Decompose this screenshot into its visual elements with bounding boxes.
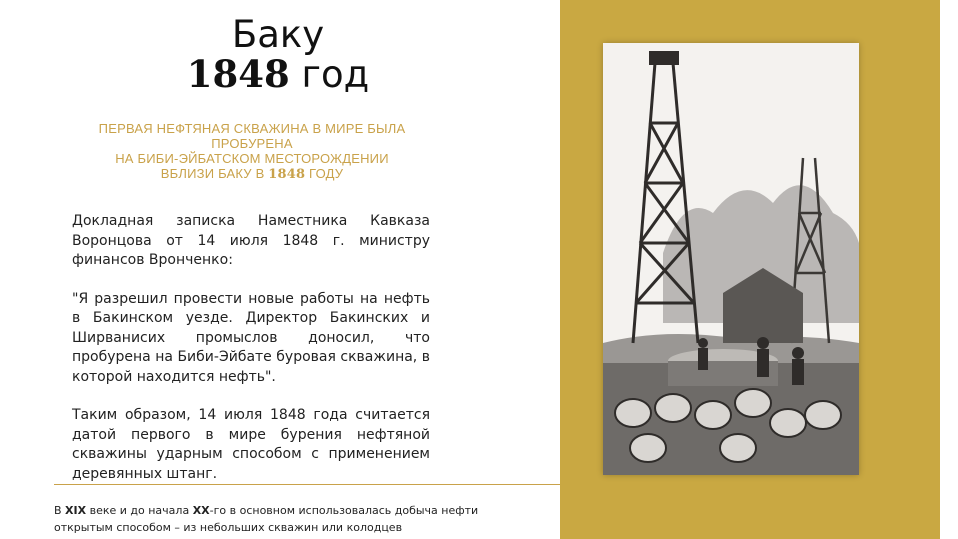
historical-illustration xyxy=(603,43,859,475)
paragraph-report: Докладная записка Наместника Кавказа Воронцова от 14 июля 1848 г. министру финансов Врончeнко: xyxy=(72,213,430,268)
subtitle-line-1: ПЕРВАЯ НЕФТЯНАЯ СКВАЖИНА В МИРЕ БЫЛА ПРОБУРЕНА xyxy=(98,121,406,151)
footer-text-2: веке и до начала xyxy=(86,504,193,517)
subtitle-year: 1848 xyxy=(268,167,306,182)
title-year: 1848 xyxy=(186,51,290,96)
subtitle-line-2: НА БИБИ-ЭЙБАТСКОМ МЕСТОРОЖДЕНИИ xyxy=(115,151,389,166)
title-year-line xyxy=(178,51,378,96)
footer-note xyxy=(54,502,524,536)
footer-bold-2: XX xyxy=(192,504,210,517)
subtitle-line-3-start: ВБЛИЗИ БАКУ В xyxy=(160,166,269,181)
page-title xyxy=(178,13,378,96)
title-year-word: год xyxy=(301,52,370,96)
footer-text-3: -го в основном использовалась добыча нефти открытым способом – из небольших скважин или колодцев xyxy=(54,504,479,534)
footer-bold-1: XIX xyxy=(65,504,87,517)
divider-line xyxy=(54,484,560,485)
oil-derrick-engraving-icon xyxy=(603,43,859,475)
subtitle-line-3 xyxy=(72,166,432,182)
title-city: Баку xyxy=(231,13,325,56)
subtitle xyxy=(72,121,432,182)
body-text xyxy=(72,212,430,503)
paragraph-conclusion: Таким образом, 14 июля 1848 года считается датой первого в мире бурения нефтяной скважины ударным способом с применением деревянных штанг. xyxy=(72,407,430,482)
subtitle-line-3-end: ГОДУ xyxy=(305,166,344,181)
footer-text-1: В xyxy=(54,504,66,517)
paragraph-quote: "Я разрешил провести новые работы на нефть в Бакинском уезде. Директор Бакинских и Ширванисих промыслов доносил, что пробурена на Биби-Эйбате буровая скважина, в которой находится нефть". xyxy=(72,290,430,385)
